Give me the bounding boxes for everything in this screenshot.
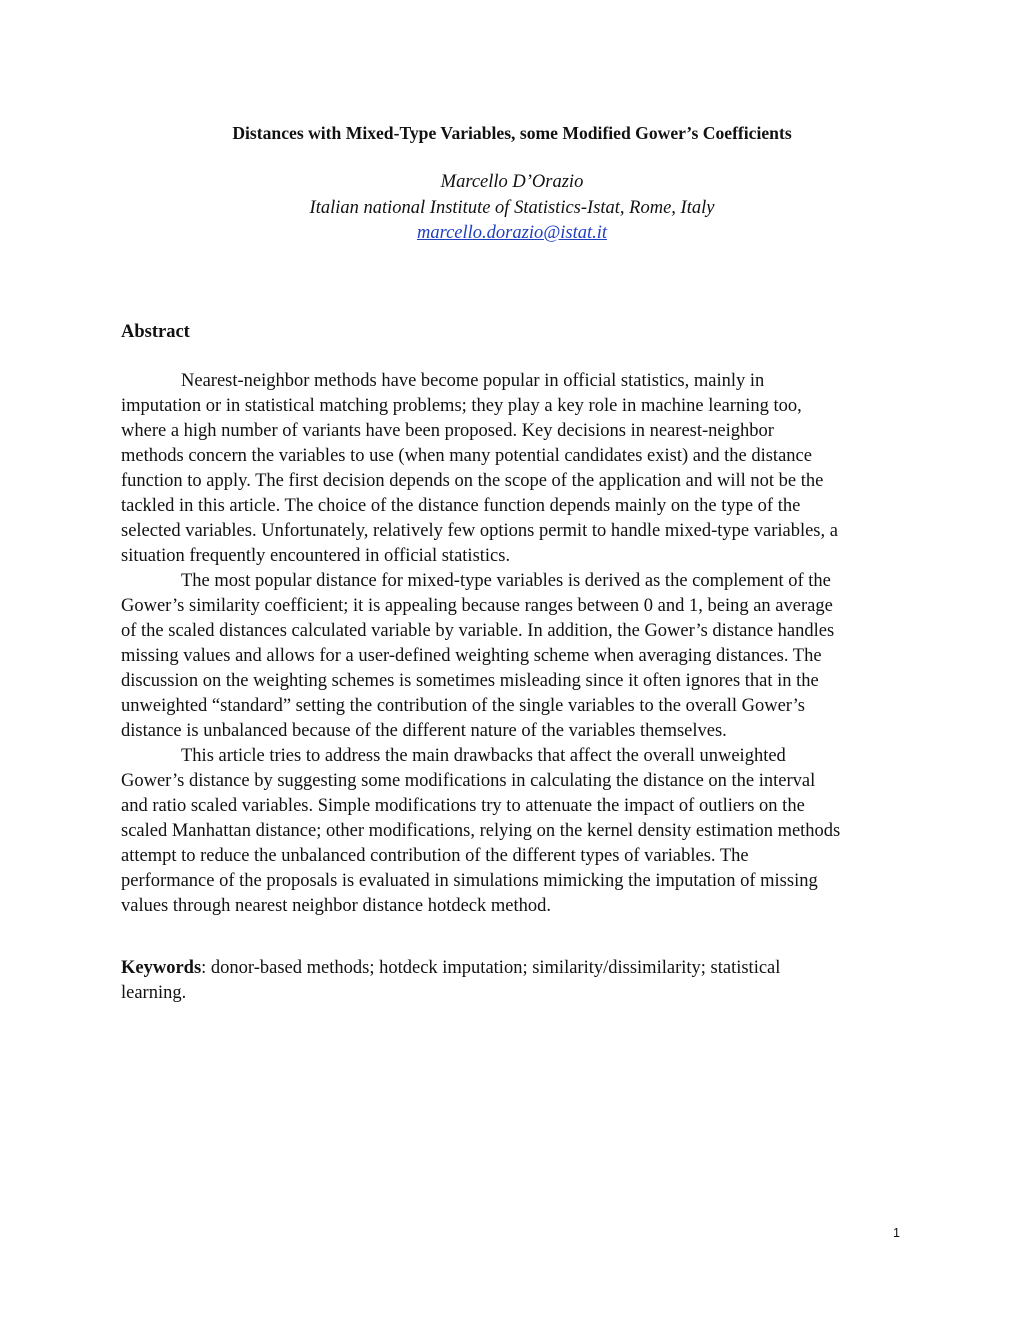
abstract-line: situation frequently encountered in official statistics. xyxy=(121,546,511,566)
abstract-line: and ratio scaled variables. Simple modifications try to attenuate the impact of outliers on the xyxy=(121,796,805,816)
abstract-line: distance is unbalanced because of the different nature of the variables themselves. xyxy=(121,721,727,741)
abstract-line: function to apply. The first decision depends on the scope of the application and will not be the xyxy=(121,471,824,491)
abstract-body xyxy=(121,369,911,919)
abstract-line: attempt to reduce the unbalanced contribution of the different types of variables. The xyxy=(121,846,749,866)
abstract-line: methods concern the variables to use (when many potential candidates exist) and the distance xyxy=(121,446,812,466)
keywords-text-continued: learning. xyxy=(121,983,187,1003)
abstract-line: of the scaled distances calculated variable by variable. In addition, the Gower’s distance handles xyxy=(121,621,835,641)
abstract-line: Nearest-neighbor methods have become popular in official statistics, mainly in xyxy=(181,371,765,391)
paper-title: Distances with Mixed-Type Variables, some Modified Gower’s Coefficients xyxy=(232,123,792,143)
abstract-line: selected variables. Unfortunately, relatively few options permit to handle mixed-type variables, a xyxy=(121,521,838,541)
abstract-line: scaled Manhattan distance; other modifications, relying on the kernel density estimation methods xyxy=(121,821,841,841)
abstract-line: Gower’s distance by suggesting some modifications in calculating the distance on the interval xyxy=(121,771,816,791)
abstract-line: tackled in this article. The choice of the distance function depends mainly on the type of the xyxy=(121,496,801,516)
abstract-line: missing values and allows for a user-defined weighting scheme when averaging distances. The xyxy=(121,646,822,666)
keywords-section xyxy=(121,956,911,1006)
abstract-line: Gower’s similarity coefficient; it is appealing because ranges between 0 and 1, being an average xyxy=(121,596,833,616)
author-email-link[interactable]: marcello.dorazio@istat.it xyxy=(416,223,608,243)
abstract-heading: Abstract xyxy=(121,322,190,342)
abstract-line: unweighted “standard” setting the contribution of the single variables to the overall Gower’s xyxy=(121,696,805,716)
abstract-line: imputation or in statistical matching problems; they play a key role in machine learning too, xyxy=(121,396,802,416)
page-number: 1 xyxy=(893,1226,900,1240)
abstract-line: performance of the proposals is evaluated in simulations mimicking the imputation of missing xyxy=(121,871,818,891)
author-block xyxy=(0,170,1024,247)
abstract-line: where a high number of variants have been proposed. Key decisions in nearest-neighbor xyxy=(121,421,774,441)
abstract-line: The most popular distance for mixed-type variables is derived as the complement of the xyxy=(181,571,831,591)
abstract-line: This article tries to address the main drawbacks that affect the overall unweighted xyxy=(181,746,786,766)
keywords-label: Keywords xyxy=(121,958,202,978)
author-name: Marcello D’Orazio xyxy=(440,172,584,192)
abstract-line: values through nearest neighbor distance hotdeck method. xyxy=(121,896,551,916)
abstract-line: discussion on the weighting schemes is sometimes misleading since it often ignores that in the xyxy=(121,671,819,691)
author-affiliation: Italian national Institute of Statistics-Istat, Rome, Italy xyxy=(309,197,715,218)
keywords-text: : donor-based methods; hotdeck imputation; similarity/dissimilarity; statistical xyxy=(201,958,781,978)
